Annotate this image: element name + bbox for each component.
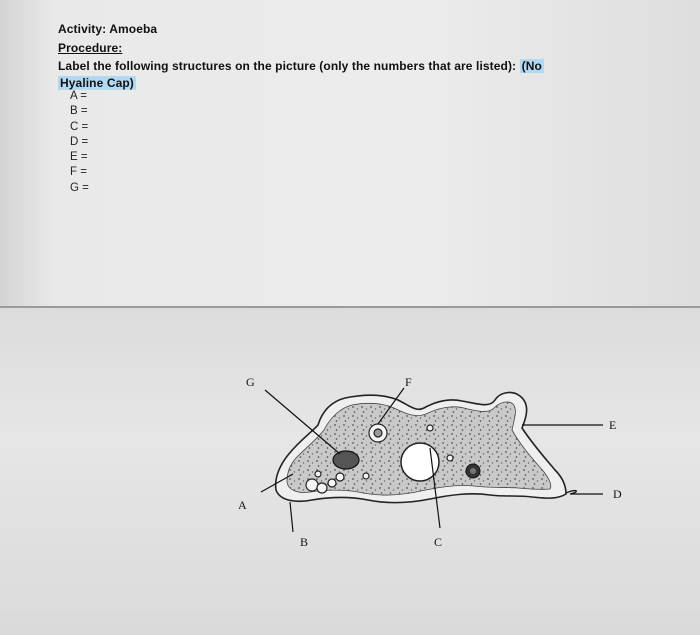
answer-a[interactable]: A = bbox=[70, 90, 87, 102]
leader-b bbox=[290, 502, 293, 532]
label-b: B bbox=[300, 535, 309, 549]
instruction-note bbox=[58, 76, 136, 90]
dark-vacuole-center bbox=[470, 468, 476, 474]
amoeba-diagram bbox=[0, 308, 700, 635]
answer-e[interactable]: E = bbox=[70, 151, 88, 164]
nucleus bbox=[333, 451, 359, 469]
answer-list bbox=[70, 89, 89, 196]
label-d: D bbox=[613, 487, 622, 501]
label-g: G bbox=[246, 375, 255, 389]
label-f: F bbox=[405, 375, 412, 389]
answer-d[interactable]: D = bbox=[70, 135, 89, 148]
activity-title: Activity: Amoeba bbox=[58, 22, 158, 36]
instruction-text bbox=[58, 59, 544, 73]
answer-b[interactable]: B = bbox=[70, 105, 88, 118]
answer-f[interactable]: F = bbox=[70, 166, 87, 179]
note-highlight-2: Hyaline Cap) bbox=[60, 76, 134, 90]
label-a: A bbox=[238, 498, 247, 512]
label-e: E bbox=[609, 418, 617, 432]
answer-c[interactable]: C = bbox=[70, 120, 89, 133]
label-c: C bbox=[434, 535, 443, 549]
answer-g[interactable]: G = bbox=[70, 181, 89, 194]
note-highlight-1: (No bbox=[521, 59, 542, 73]
procedure-heading: Procedure: bbox=[58, 41, 123, 55]
instruction-main: Label the following structures on the picture (only the numbers that are listed): bbox=[58, 59, 517, 73]
leader-d bbox=[566, 491, 603, 494]
